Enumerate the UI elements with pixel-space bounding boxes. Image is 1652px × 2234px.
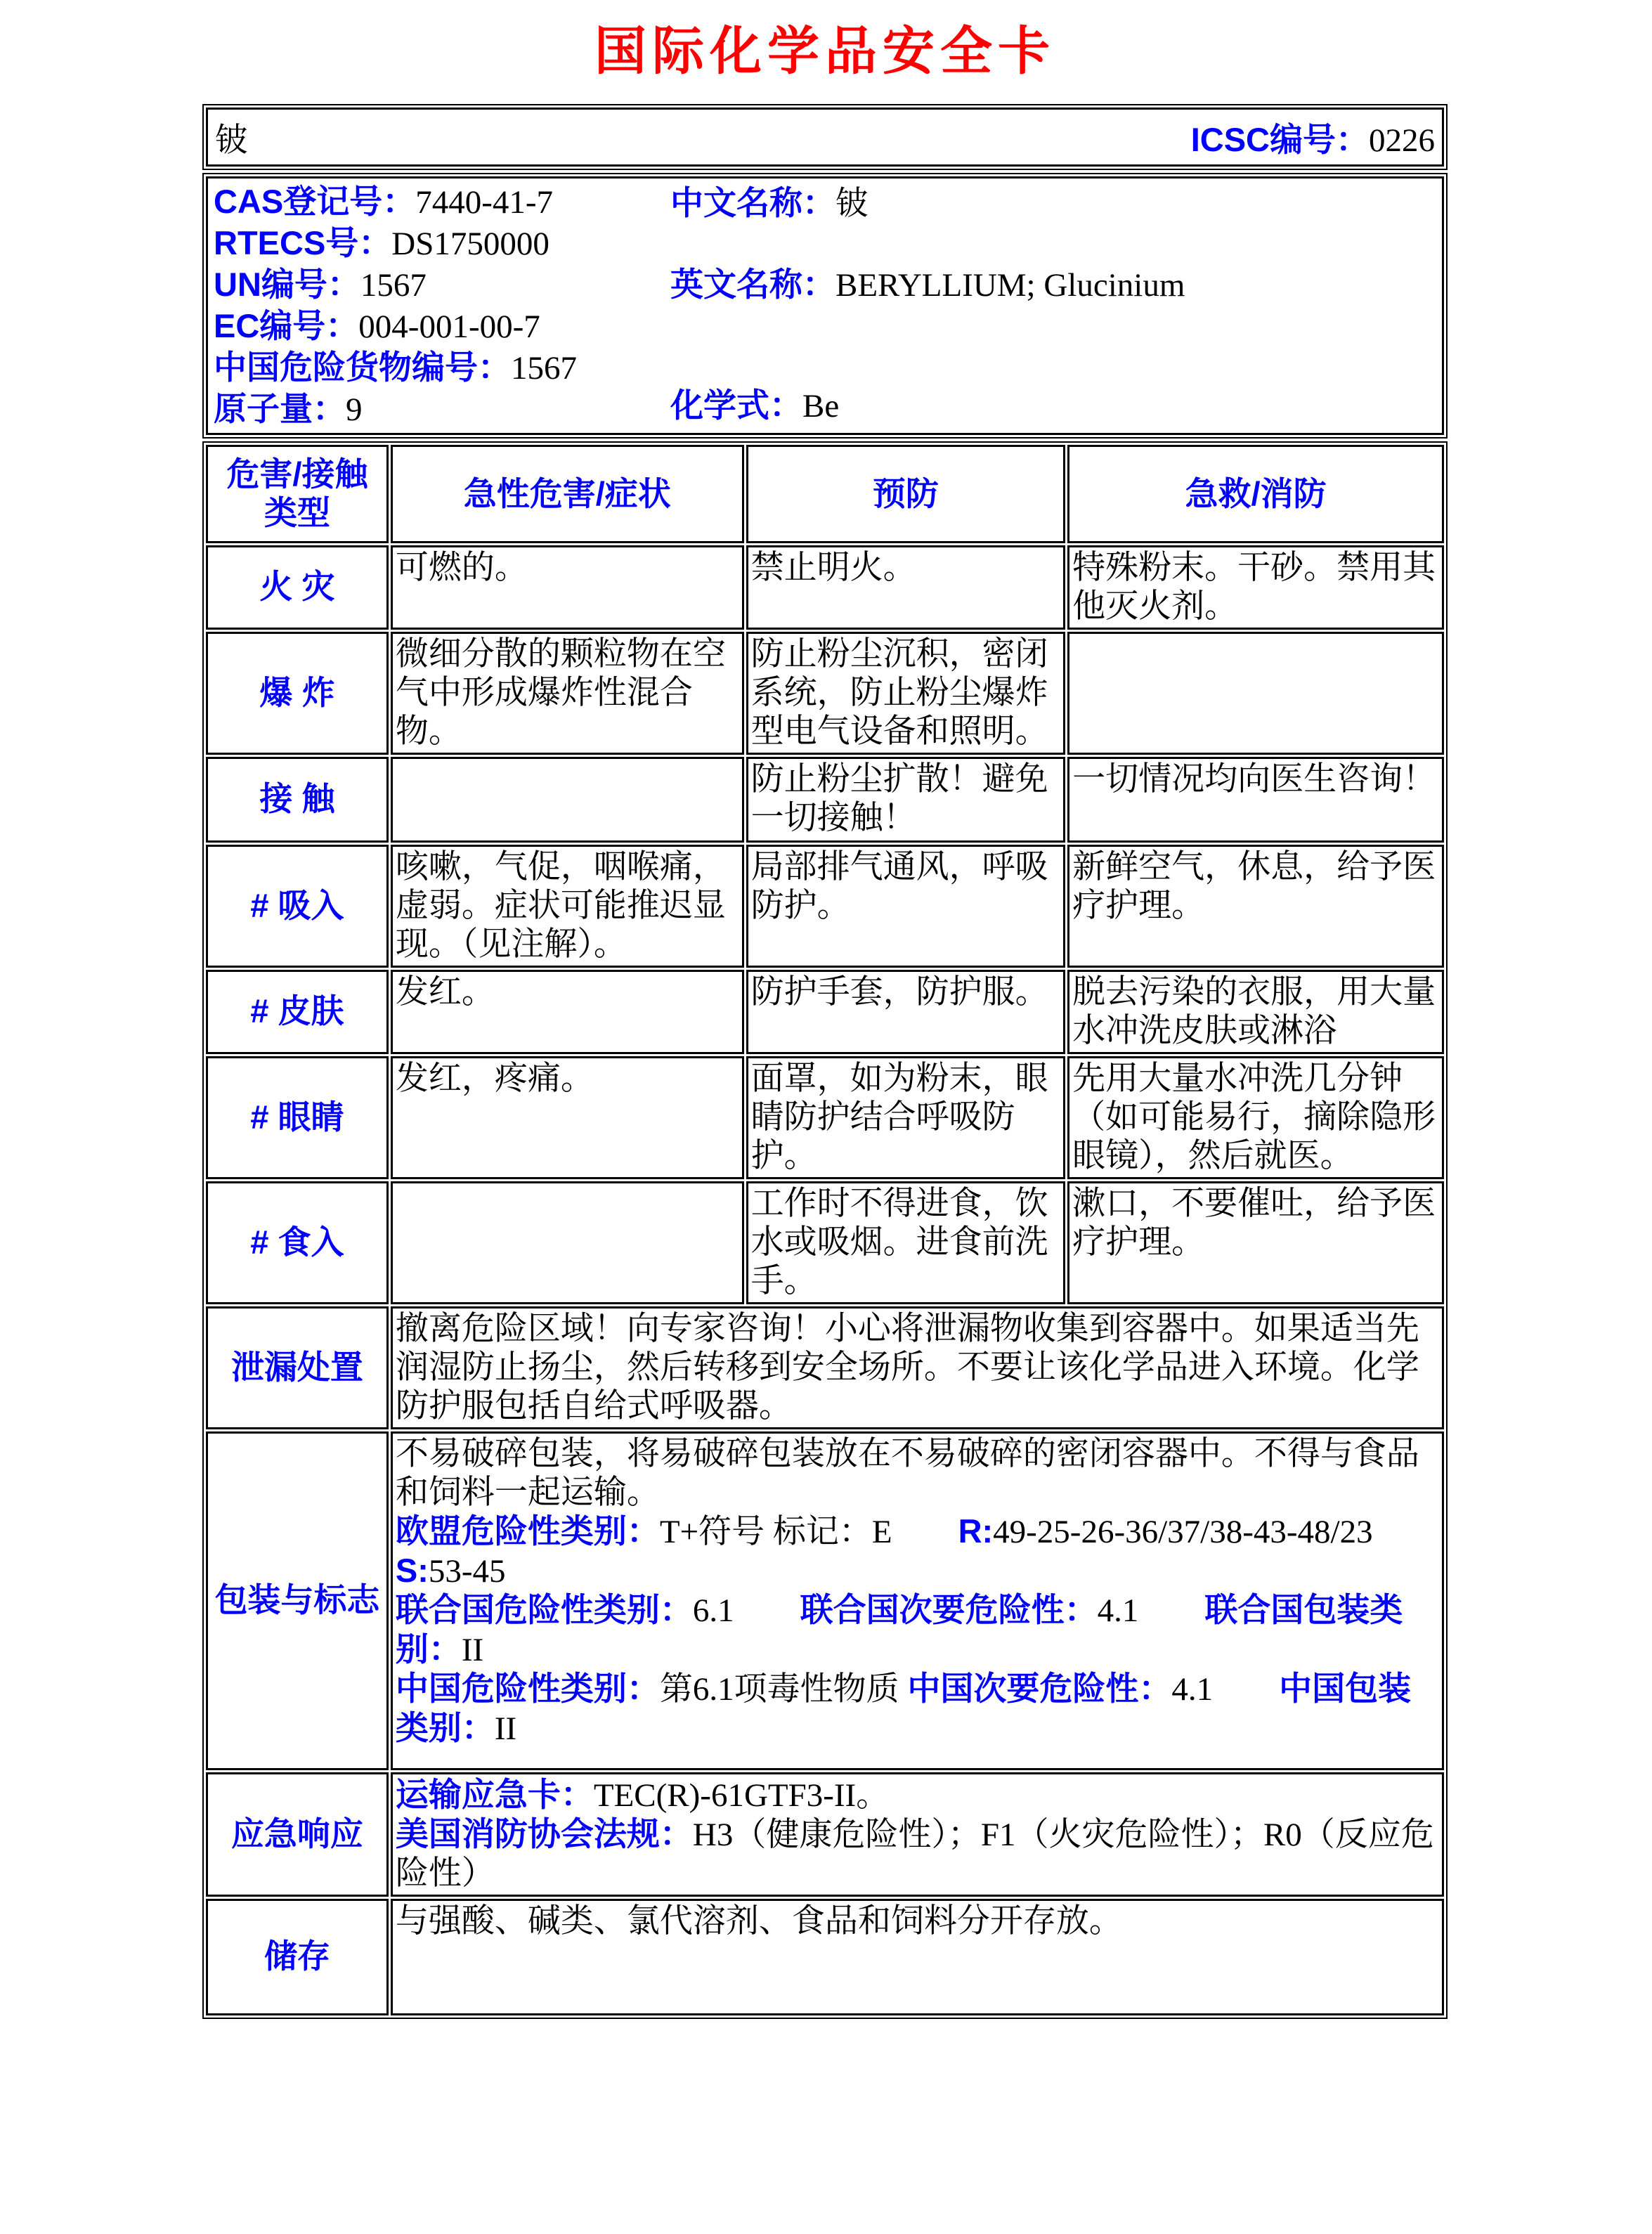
prevention-cell: 防护手套，防护服。 — [746, 970, 1066, 1054]
header-cell — [206, 108, 1444, 167]
icsc-number-group — [1191, 114, 1435, 161]
safety-card — [202, 104, 1448, 2022]
packaging-text — [391, 1431, 1444, 1770]
chinese-name-label: 中文名称： — [670, 184, 835, 221]
icsc-number: 0226 — [1369, 122, 1435, 159]
header-bar — [202, 104, 1448, 170]
firstaid-cell: 先用大量水冲洗几分钟（如可能易行，摘除隐形眼镜），然后就医。 — [1067, 1056, 1444, 1179]
text-segment: H3（健康危险性）；F1（火灾危险性）；R0（反应危险性） — [395, 1816, 1434, 1892]
hazard-row-ingestion — [206, 1181, 1444, 1304]
ec-number-line — [214, 306, 1436, 347]
section-row-emergency — [206, 1772, 1444, 1897]
rtecs-label: RTECS号： — [214, 224, 392, 261]
text-segment: 6.1 — [692, 1592, 800, 1629]
column-header-prevention: 预防 — [746, 445, 1066, 543]
column-header-hazard-type: 危害/接触类型 — [206, 445, 389, 543]
text-segment: S: — [395, 1551, 429, 1589]
text-segment: 中国包装类别： — [395, 1669, 1412, 1746]
symptoms-cell: 发红。 — [391, 970, 744, 1054]
firstaid-cell: 特殊粉末。干砂。禁用其他灭火剂。 — [1067, 545, 1444, 630]
atomic-mass-value: 9 — [346, 391, 363, 428]
symptoms-cell — [391, 1181, 744, 1304]
text-segment: II — [461, 1631, 484, 1668]
hazard-row-inhalation — [206, 845, 1444, 968]
china-dg-label: 中国危险货物编号： — [214, 349, 511, 386]
identifiers-row — [206, 176, 1444, 435]
text-segment: 53-45 — [428, 1552, 506, 1590]
text-segment: 中国危险性类别： — [395, 1669, 660, 1707]
substance-name: 铍 — [215, 122, 248, 159]
emergency-paragraph — [396, 1815, 1439, 1893]
cas-value: 7440-41-7 — [415, 184, 554, 221]
text-segment: 欧盟危险性类别： — [395, 1512, 660, 1550]
formula-line — [670, 385, 839, 427]
section-row-storage — [206, 1899, 1444, 2015]
identifiers-panel — [206, 176, 1444, 435]
hazard-type-cell: # 皮肤 — [206, 970, 389, 1054]
un-label: UN编号： — [214, 266, 360, 303]
rtecs-number-line — [214, 223, 1436, 264]
text-segment: TEC(R)-61GTF3-II。 — [593, 1777, 890, 1814]
cas-label: CAS登记号： — [214, 183, 416, 220]
text-segment: 联合国危险性类别： — [395, 1590, 693, 1628]
text-segment: 4.1 — [1171, 1670, 1280, 1708]
packaging-paragraph — [396, 1591, 1439, 1670]
firstaid-cell: 漱口，不要催吐，给予医疗护理。 — [1067, 1181, 1444, 1304]
section-label-spill: 泄漏处置 — [206, 1306, 389, 1429]
china-dg-value: 1567 — [511, 350, 577, 387]
text-segment: 不易破碎包装，将易破碎包装放在不易破碎的密闭容器中。不得与食品和饲料一起运输。 — [395, 1435, 1419, 1511]
hazard-type-cell: 火 灾 — [206, 545, 389, 630]
text-segment: II — [494, 1710, 517, 1747]
ec-label: EC编号： — [214, 307, 359, 344]
storage-text: 与强酸、碱类、氯代溶剂、食品和饲料分开存放。 — [391, 1899, 1444, 2015]
text-segment: 联合国次要危险性： — [800, 1590, 1098, 1628]
prevention-cell: 防止粉尘扩散！避免一切接触！ — [746, 757, 1066, 843]
column-header-firstaid: 急救/消防 — [1067, 445, 1444, 543]
ec-value: 004-001-00-7 — [358, 309, 540, 345]
text-segment: 49-25-26-36/37/38-43-48/23 — [993, 1513, 1373, 1550]
formula-value: Be — [802, 388, 840, 424]
symptoms-cell: 咳嗽，气促，咽喉痛，虚弱。症状可能推迟显现。（见注解）。 — [391, 845, 744, 968]
prevention-cell: 工作时不得进食，饮水或吸烟。进食前洗手。 — [746, 1181, 1066, 1304]
firstaid-cell: 一切情况均向医生咨询！ — [1067, 757, 1444, 843]
hazard-row-fire — [206, 545, 1444, 630]
icsc-label: ICSC编号： — [1190, 120, 1369, 158]
text-segment: 第6.1项毒性物质 — [659, 1670, 908, 1708]
identifiers-section — [202, 173, 1448, 439]
text-segment: 中国次要危险性： — [907, 1669, 1172, 1707]
un-value: 1567 — [360, 267, 427, 304]
text-segment: R: — [958, 1512, 994, 1550]
rtecs-value: DS1750000 — [391, 226, 549, 262]
chinese-name-line — [670, 183, 869, 224]
symptoms-cell — [391, 757, 744, 843]
china-dg-number-line — [214, 347, 1436, 389]
section-label-emergency: 应急响应 — [206, 1772, 389, 1897]
packaging-paragraph — [396, 1435, 1439, 1512]
hazard-type-cell: # 食入 — [206, 1181, 389, 1304]
hazard-type-cell: 接 触 — [206, 757, 389, 843]
text-segment: 运输应急卡： — [395, 1775, 594, 1813]
page-title: 国际化学品安全卡 — [594, 22, 1055, 80]
prevention-cell: 防止粉尘沉积，密闭系统，防止粉尘爆炸型电气设备和照明。 — [746, 632, 1066, 755]
hazard-row-explosion — [206, 632, 1444, 755]
symptoms-cell: 微细分散的颗粒物在空气中形成爆炸性混合物。 — [391, 632, 744, 755]
formula-label: 化学式： — [670, 387, 802, 424]
hazard-type-cell: 爆 炸 — [206, 632, 389, 755]
section-row-spill — [206, 1306, 1444, 1429]
text-segment: 美国消防协会法规： — [395, 1814, 693, 1852]
symptoms-cell: 可燃的。 — [391, 545, 744, 630]
section-label-packaging: 包装与标志 — [206, 1431, 389, 1770]
header-row — [206, 108, 1444, 167]
text-segment: 4.1 — [1097, 1592, 1205, 1629]
atomic-mass-label: 原子量： — [214, 390, 346, 427]
text-segment: 联合国包装类别： — [395, 1590, 1403, 1668]
chinese-name-value: 铍 — [835, 186, 869, 222]
hazard-table — [202, 441, 1448, 2019]
symptoms-cell: 发红，疼痛。 — [391, 1056, 744, 1179]
hazard-row-skin — [206, 970, 1444, 1054]
firstaid-cell: 新鲜空气，休息，给予医疗护理。 — [1067, 845, 1444, 968]
hazard-row-contact — [206, 757, 1444, 843]
firstaid-cell — [1067, 632, 1444, 755]
packaging-paragraph — [396, 1670, 1439, 1748]
firstaid-cell: 脱去污染的衣服，用大量水冲洗皮肤或淋浴 — [1067, 970, 1444, 1054]
emergency-text — [391, 1772, 1444, 1897]
english-name-label: 英文名称： — [670, 266, 835, 303]
column-header-symptoms: 急性危害/症状 — [391, 445, 744, 543]
packaging-paragraph — [396, 1512, 1439, 1591]
prevention-cell: 面罩，如为粉末，眼睛防护结合呼吸防护。 — [746, 1056, 1066, 1179]
prevention-cell: 禁止明火。 — [746, 545, 1066, 630]
spill-text: 撤离危险区域！向专家咨询！小心将泄漏物收集到容器中。如果适当先润湿防止扬尘，然后转移到安全场所。不要让该化学品进入环境。化学防护服包括自给式呼吸器。 — [391, 1306, 1444, 1429]
emergency-paragraph — [396, 1776, 1439, 1815]
prevention-cell: 局部排气通风，呼吸防护。 — [746, 845, 1066, 968]
hazard-type-cell: # 眼睛 — [206, 1056, 389, 1179]
section-label-storage: 储存 — [206, 1899, 389, 2015]
section-row-packaging — [206, 1431, 1444, 1770]
text-segment: T+符号 标记：E — [659, 1513, 958, 1550]
english-name-value: BERYLLIUM; Glucinium — [835, 267, 1185, 304]
hazard-row-eyes — [206, 1056, 1444, 1179]
hazard-type-cell: # 吸入 — [206, 845, 389, 968]
hazard-header-row — [206, 445, 1444, 543]
english-name-line — [670, 264, 1185, 306]
